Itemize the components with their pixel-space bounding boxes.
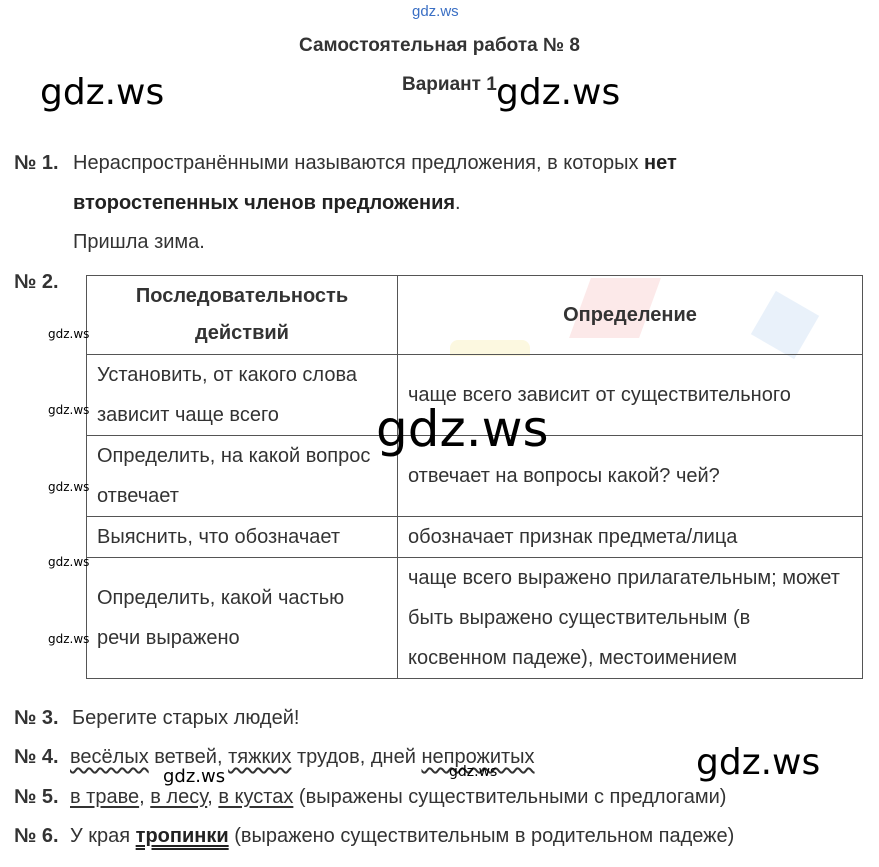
watermark-right: gdz.ws — [496, 72, 621, 113]
task4-word: тяжких — [228, 746, 292, 768]
table-row — [87, 517, 863, 558]
table-header: Определение — [398, 276, 863, 355]
table-cell: Определить, на какой вопрос отвечает — [87, 436, 398, 517]
task1-bold: нет — [644, 152, 677, 174]
task6-word: тропинки — [135, 825, 229, 847]
task1-number: № 1. — [14, 152, 59, 174]
watermark-mid: gdz.ws — [163, 766, 226, 787]
table-cell: чаще всего выражено прилагательным; может быть выражено существительным (в косвенном падеже), местоимением — [398, 558, 863, 679]
table-cell: отвечает на вопросы какой? чей? — [398, 436, 863, 517]
table-cell: обозначает признак предмета/лица — [398, 517, 863, 558]
watermark-mid: gdz.ws — [449, 764, 498, 780]
task4-word: непрожитых — [421, 746, 535, 768]
task6-text — [70, 825, 734, 848]
task6-rest: (выражено существительным в родительном падеже) — [228, 825, 735, 847]
task3-text: Берегите старых людей! — [72, 707, 300, 729]
watermark-top: gdz.ws — [412, 3, 459, 20]
task1-example: Пришла зима. — [73, 231, 205, 253]
table-row — [87, 558, 863, 679]
watermark-small: gdz.ws — [48, 632, 90, 646]
task1-line1 — [73, 152, 677, 175]
watermark-bottom-right: gdz.ws — [696, 742, 821, 783]
table-header-row — [87, 276, 863, 355]
task6-number: № 6. — [14, 825, 59, 847]
task1-bold-phrase: второстепенных членов предложения — [73, 192, 456, 214]
task4-word: ветвей, — [148, 746, 229, 768]
watermark-small: gdz.ws — [48, 555, 90, 569]
definition-table — [86, 275, 863, 679]
table-header: Последовательность действий — [87, 276, 398, 355]
watermark-center: gdz.ws — [376, 400, 549, 458]
task1-text: Нераспространёнными называются предложения, в которых — [73, 152, 645, 174]
task5-phrase: в лесу — [150, 786, 208, 808]
task5-phrase: в кустах — [218, 786, 294, 808]
table-cell: Выяснить, что обозначает — [87, 517, 398, 558]
table-cell: чаще всего зависит от существительного — [398, 355, 863, 436]
task5-sep: , — [207, 786, 219, 808]
variant-label: Вариант 1 — [402, 74, 497, 95]
table-cell: Определить, какой частью речи выражено — [87, 558, 398, 679]
task4-word: трудов, дней — [291, 746, 422, 768]
task5-phrase: в траве — [70, 786, 140, 808]
task5-sep: , — [139, 786, 151, 808]
task5-text — [70, 786, 726, 809]
page-title: Самостоятельная работа № 8 — [299, 35, 580, 56]
task5-number: № 5. — [14, 786, 59, 808]
watermark-small: gdz.ws — [48, 480, 90, 494]
task1-dot: . — [455, 192, 461, 214]
watermark-small: gdz.ws — [48, 403, 90, 417]
task4-number: № 4. — [14, 746, 59, 768]
watermark-small: gdz.ws — [48, 327, 90, 341]
table-cell: Установить, от какого слова зависит чаще всего — [87, 355, 398, 436]
task1-line2 — [73, 192, 461, 215]
task4-word: весёлых — [70, 746, 149, 768]
task3-number: № 3. — [14, 707, 59, 729]
watermark-left: gdz.ws — [40, 72, 165, 113]
task5-rest: (выражены существительными с предлогами) — [293, 786, 727, 808]
task6-start: У края — [70, 825, 136, 847]
task2-number: № 2. — [14, 271, 59, 293]
